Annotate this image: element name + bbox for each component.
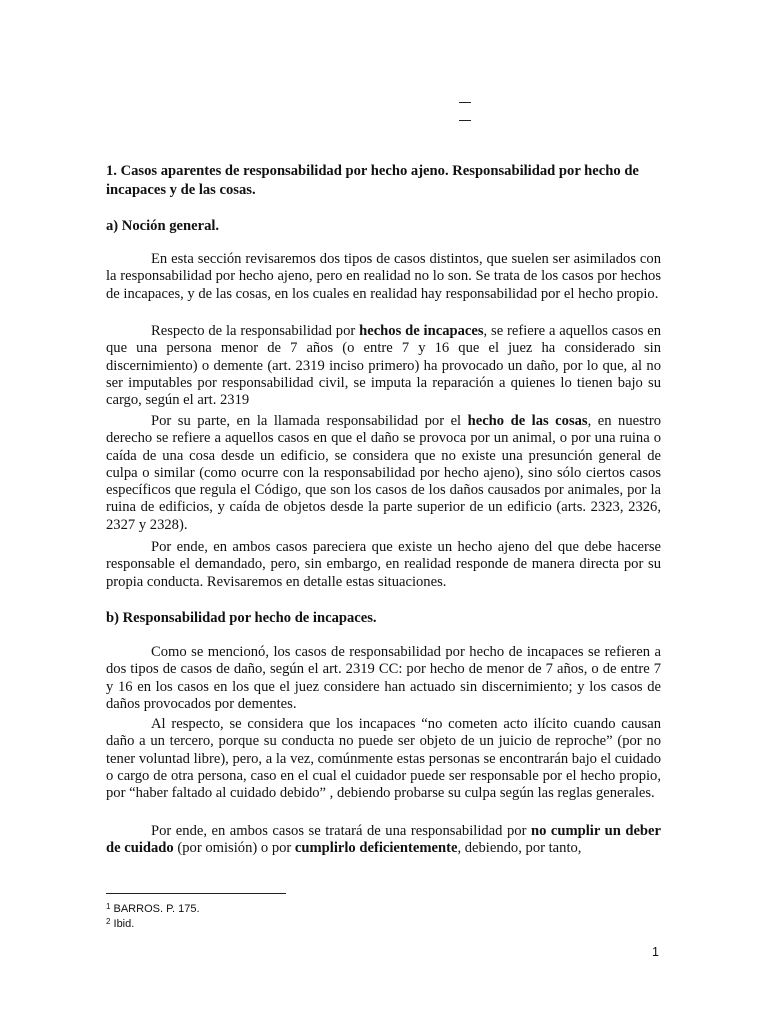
section-b-title: b) Responsabilidad por hecho de incapaces. xyxy=(106,610,377,626)
section-a-title: a) Noción general. xyxy=(106,218,220,234)
bold-term-cosas: hecho de las cosas xyxy=(467,413,588,429)
bold-term-deber-cuidado: no cumplir un deber de cuidado xyxy=(106,823,662,857)
main-heading: 1. Casos aparentes de responsabilidad por hecho ajeno. Responsabilidad por hecho de incapaces y de las cosas. xyxy=(106,163,639,198)
section-b-paragraph-2: Al respecto, se considera que los incapaces “no cometen acto ilícito cuando causan daño a un tercero, porque su conducta no puede ser objeto de un juicio de reproche” (por no tener voluntad libre), pero, a la vez, comúnmente estas personas se encontrarán bajo el cuidado o cargo de otra persona, caso en el cual el cuidador puede ser responsable por el hecho propio, por “haber faltado al cuidado debido” , debiendo probarse su culpa según las reglas generales. xyxy=(106,716,661,802)
footnote-mark-1 xyxy=(459,102,471,103)
footnote-1: $^1$ BARROS. P. 175. xyxy=(106,902,200,915)
section-a-paragraph-3: Por su parte, en la llamada responsabilidad por el hecho de las cosas, en nuestro derecho se refiere a aquellos casos en que el daño se provoca por un animal, o por una ruina o caída de una cosa desde un edificio, se considera que no existe una presunción general de culpa o similar (como ocurre con la responsabilidad por hecho ajeno), sino sólo ciertos casos específicos que regula el Código, que son los casos de los daños causados por animales, por la ruina de edificios, y caída de objetos desde la parte superior de un edificio (arts. 2323, 2326, 2327 y 2328). xyxy=(106,413,661,533)
page-number: 1 xyxy=(652,945,659,959)
section-b-paragraph-1: Como se mencionó, los casos de responsabilidad por hecho de incapaces se refieren a dos tipos de casos de daño, según el art. 2319 CC: por hecho de menor de 7 años, o de entre 7 y 16 en los casos en los que el juez considere han actuado sin discernimiento; y los casos de daños provocados por dementes. xyxy=(106,644,661,712)
section-a-paragraph-4: Por ende, en ambos casos pareciera que existe un hecho ajeno del que debe hacerse responsable el demandado, pero, sin embargo, en realidad responde de manera directa por su propia conducta. Revisaremos en detalle estas situaciones. xyxy=(106,539,661,590)
section-b-paragraph-3: Por ende, en ambos casos se tratará de una responsabilidad por no cumplir un deber de cuidado (por omisión) o por cumplirlo deficientemente, debiendo, por tanto, xyxy=(106,823,662,857)
bold-term-deficientemente: cumplirlo deficientemente xyxy=(294,840,458,857)
section-a-paragraph-2: Respecto de la responsabilidad por hechos de incapaces, se refiere a aquellos casos en que una persona menor de 7 años (o entre 7 y 16 que el juez ha considerado sin discernimiento) o demente (art. 2319 inciso primero) ha provocado un daño, por lo que, al no ser imputables por responsabilidad civil, se imputa la reparación a quienes lo tienen bajo su cargo, según el art. 2319 xyxy=(106,323,662,409)
footnote-2: $^2$ Ibid. xyxy=(106,917,135,930)
section-a-paragraph-1: En esta sección revisaremos dos tipos de casos distintos, que suelen ser asimilados con la responsabilidad por hecho ajeno, pero en realidad no lo son. Se trata de los casos por hechos de incapaces, y de las cosas, en los cuales en realidad hay responsabilidad por el hecho propio. xyxy=(106,251,661,302)
footnote-mark-2 xyxy=(459,120,471,121)
footnote-separator xyxy=(106,893,286,894)
bold-term-incapaces: hechos de incapaces xyxy=(359,323,484,339)
